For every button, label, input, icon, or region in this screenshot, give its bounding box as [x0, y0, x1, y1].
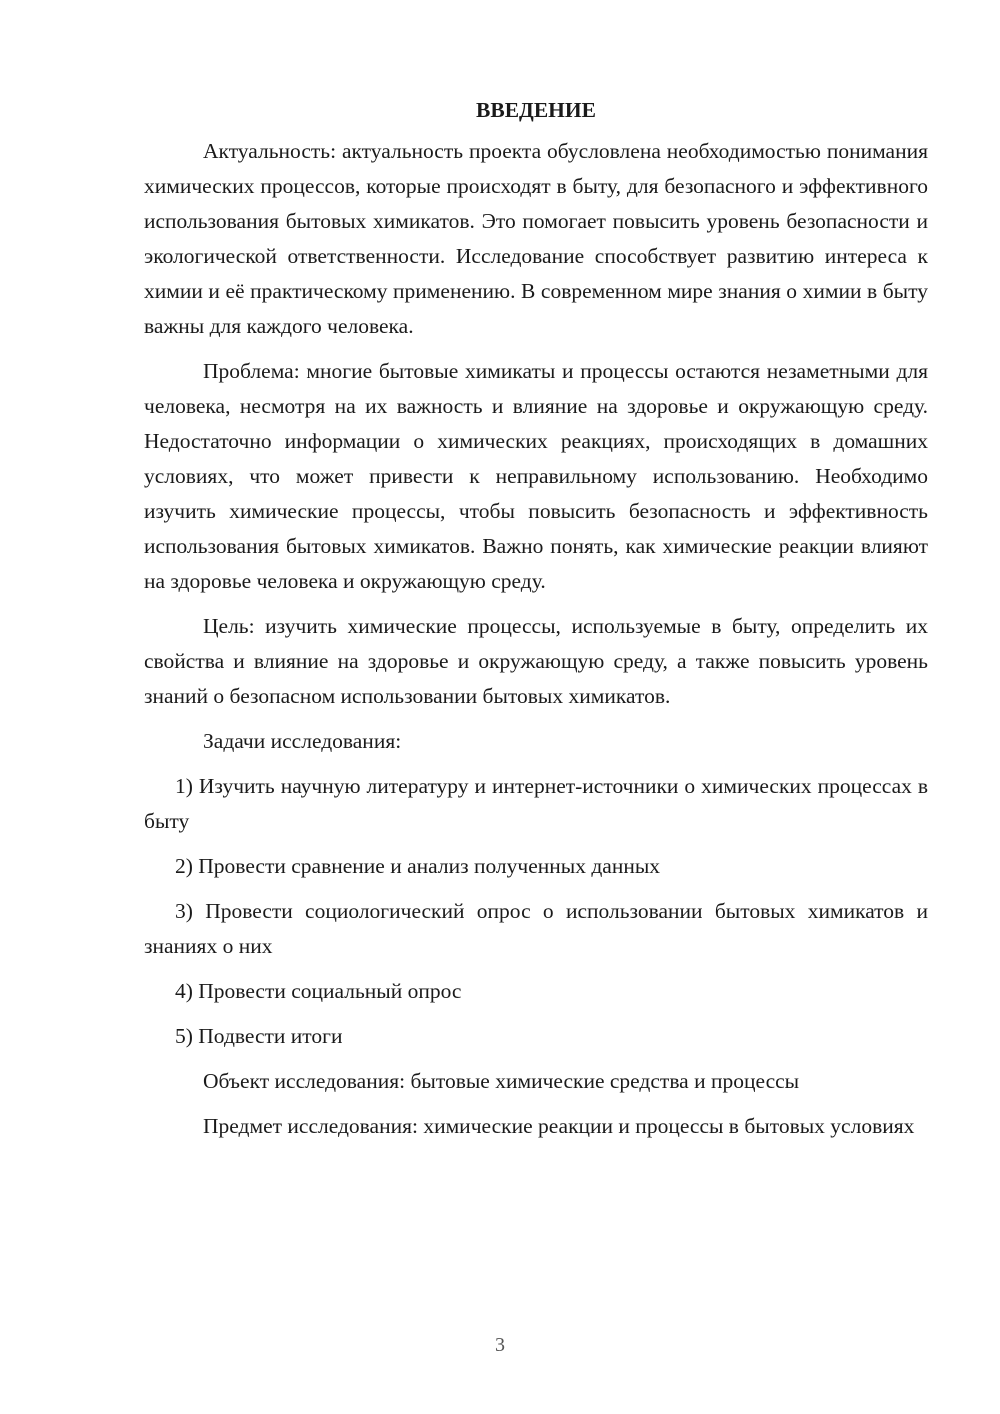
- problem-paragraph: Проблема: многие бытовые химикаты и процессы остаются незаметными для человека, несмотря на их важность и влияние на здоровье и окружающую среду. Недостаточно информации о химических реакциях, происходящих в домашних условиях, что может привести к неправильному использованию. Необходимо изучить химические процессы, чтобы повысить безопасность и эффективность использования бытовых химикатов. Важно понять, как химические реакции влияют на здоровье человека и окружающую среду.: [144, 359, 928, 593]
- task-item-5: 5) Подвести итоги: [175, 1024, 343, 1048]
- task-item-2: 2) Провести сравнение и анализ полученных данных: [175, 854, 661, 878]
- task-item-1: 1) Изучить научную литературу и интернет-источники о химических процессах в быту: [144, 774, 928, 833]
- task-item-3: 3) Провести социологический опрос о использовании бытовых химикатов и знаниях о них: [144, 899, 928, 958]
- relevance-paragraph: Актуальность: актуальность проекта обусловлена необходимостью понимания химических процессов, которые происходят в быту, для безопасного и эффективного использования бытовых химикатов. Это помогает повысить уровень безопасности и экологической ответственности. Исследование способствует развитию интереса к химии и её практическому применению. В современном мире знания о химии в быту важны для каждого человека.: [144, 139, 928, 338]
- task-item-4: 4) Провести социальный опрос: [175, 979, 462, 1003]
- document-page: [144, 92, 928, 1154]
- goal-paragraph: Цель: изучить химические процессы, используемые в быту, определить их свойства и влияние на здоровье и окружающую среду, а также повысить уровень знаний о безопасном использовании бытовых химикатов.: [144, 614, 928, 708]
- tasks-heading: Задачи исследования:: [203, 729, 402, 753]
- page-number: 3: [495, 1334, 505, 1356]
- document-title: ВВЕДЕНИЕ: [476, 98, 596, 122]
- research-object-paragraph: Объект исследования: бытовые химические средства и процессы: [203, 1069, 800, 1093]
- research-subject-paragraph: Предмет исследования: химические реакции и процессы в бытовых условиях: [203, 1114, 915, 1138]
